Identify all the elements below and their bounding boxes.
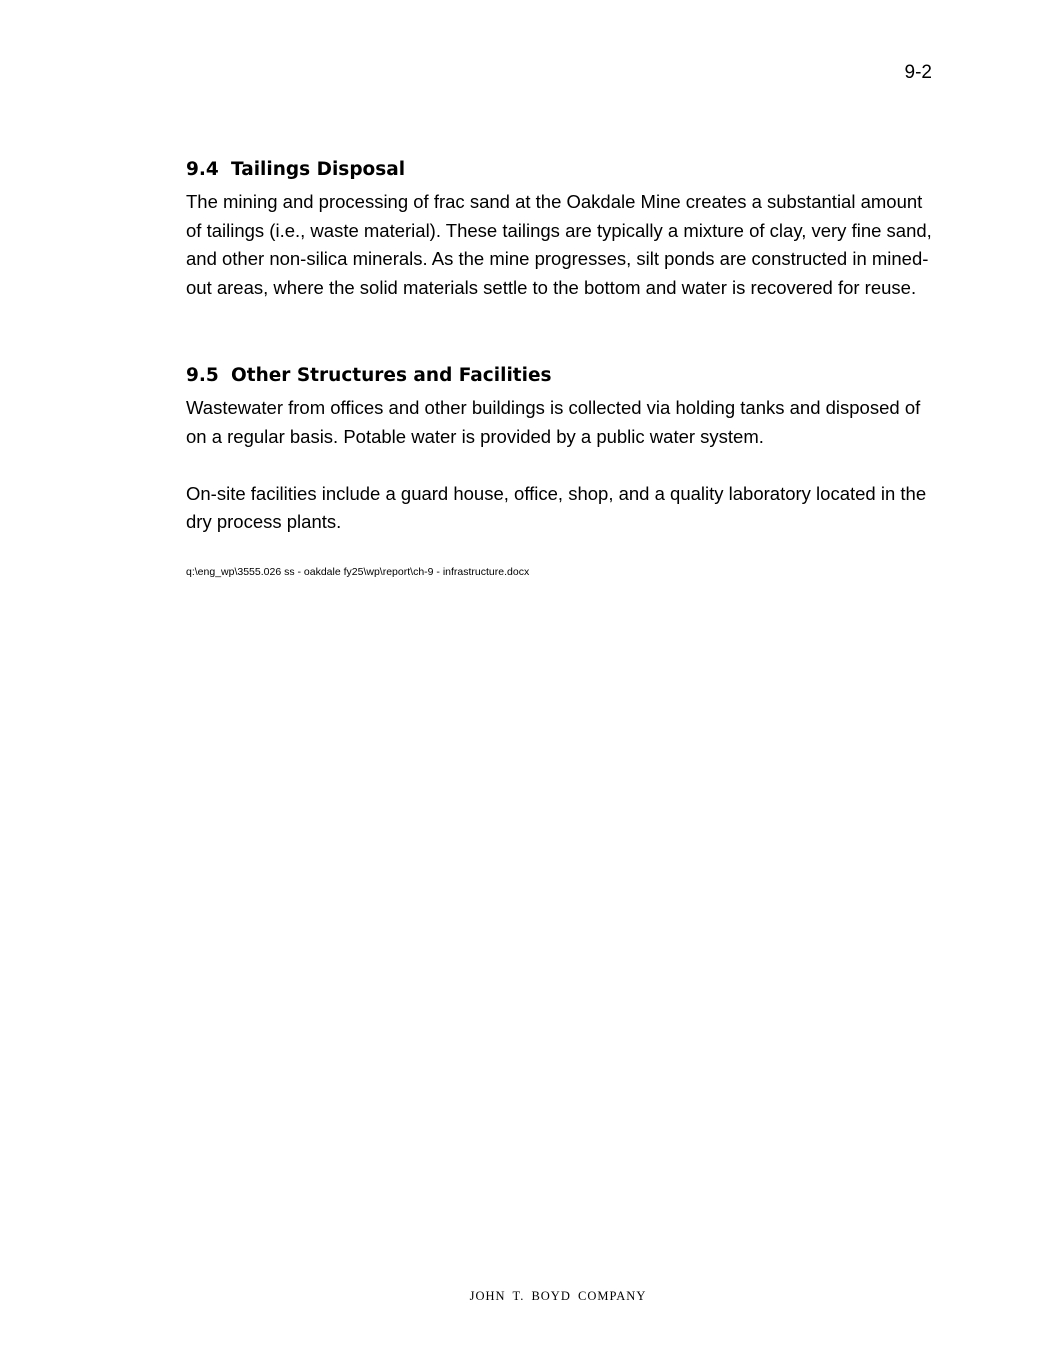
section-tailings-disposal bbox=[186, 158, 938, 302]
page-number: 9-2 bbox=[904, 62, 932, 83]
document-body bbox=[186, 158, 938, 579]
paragraph: The mining and processing of frac sand at the Oakdale Mine creates a substantial amount of tailings (i.e., waste material). These tailings are typically a mixture of clay, very fine sand, and other non-silica minerals. As the mine progresses, silt ponds are constructed in mined-out areas, where the solid materials settle to the bottom and water is recovered for reuse. bbox=[186, 191, 932, 298]
section-number: 9.4 bbox=[186, 159, 219, 180]
section-number: 9.5 bbox=[186, 365, 219, 386]
paragraph: Wastewater from offices and other buildings is collected via holding tanks and disposed of on a regular basis. Potable water is provided by a public water system. bbox=[186, 397, 921, 447]
section-other-structures bbox=[186, 364, 938, 537]
section-heading bbox=[186, 364, 938, 388]
footer-company: JOHN T. BOYD COMPANY bbox=[469, 1289, 647, 1303]
section-title: Tailings Disposal bbox=[231, 159, 406, 180]
section-title: Other Structures and Facilities bbox=[231, 365, 552, 386]
paragraph: On-site facilities include a guard house, office, shop, and a quality laboratory located in the dry process plants. bbox=[186, 482, 927, 532]
file-path: q:\eng_wp\3555.026 ss - oakdale fy25\wp\report\ch-9 - infrastructure.docx bbox=[186, 565, 530, 578]
section-heading bbox=[186, 158, 938, 182]
